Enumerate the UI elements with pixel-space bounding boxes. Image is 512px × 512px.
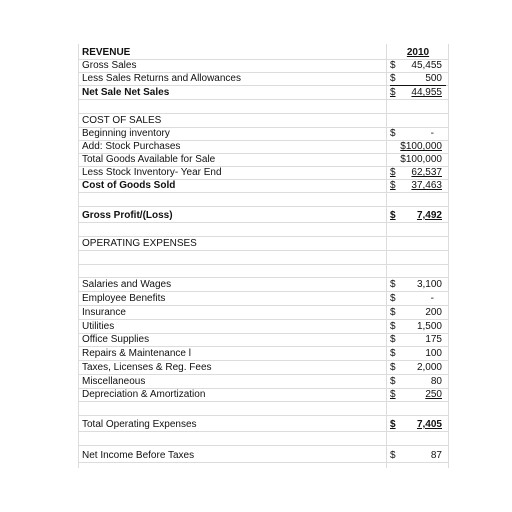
expense-label: Repairs & Maintenance l [82, 348, 191, 359]
currency-symbol: $ [390, 450, 396, 461]
gross-profit-value: 7,492 [416, 210, 442, 221]
expense-value: 80 [430, 376, 442, 387]
expense-value: 100 [425, 348, 442, 359]
total-operating-expenses-row [78, 418, 448, 432]
returns-row [78, 72, 448, 86]
expense-label: Insurance [82, 307, 126, 318]
currency-symbol: $ [390, 279, 396, 290]
currency-symbol: $ [390, 180, 396, 191]
currency-symbol: $ [390, 419, 396, 430]
cogs-row [78, 179, 448, 193]
operating-expenses-header: OPERATING EXPENSES [82, 238, 197, 249]
currency-symbol: $ [390, 348, 396, 359]
currency-symbol: $ [390, 73, 396, 84]
total-operating-expenses-value: 7,405 [416, 419, 442, 430]
total-goods-value: $100,000 [400, 154, 442, 165]
stock-purchases-row [78, 140, 448, 154]
expense-value: 200 [425, 307, 442, 318]
expense-label: Office Supplies [82, 334, 150, 345]
expense-value: - [430, 293, 434, 304]
less-inventory-row [78, 166, 448, 180]
expense-row-depreciation [78, 388, 448, 402]
expense-label: Utilities [82, 321, 115, 332]
gross-sales-row [78, 59, 448, 73]
currency-symbol: $ [390, 128, 396, 139]
blank-row [78, 193, 448, 207]
total-operating-expenses-label: Total Operating Expenses [82, 419, 197, 430]
stock-purchases-value: $100,000 [400, 141, 442, 152]
currency-symbol: $ [390, 362, 396, 373]
expense-row-repairs [78, 347, 448, 361]
blank-row [78, 402, 448, 416]
gross-profit-label: Gross Profit/(Loss) [82, 210, 173, 221]
currency-symbol: $ [390, 87, 396, 98]
expense-label: Taxes, Licenses & Reg. Fees [82, 362, 212, 373]
expense-row-utilities [78, 320, 448, 334]
net-income-value: 87 [430, 450, 442, 461]
net-sales-label: Net Sale Net Sales [82, 87, 170, 98]
blank-row [78, 264, 448, 278]
currency-symbol: $ [390, 389, 396, 400]
less-inventory-value: 62,537 [411, 167, 442, 178]
beginning-inventory-row [78, 127, 448, 141]
returns-value: 500 [425, 73, 442, 84]
blank-row [78, 432, 448, 446]
beginning-inventory-value: - [430, 128, 434, 139]
cogs-label: Cost of Goods Sold [82, 180, 176, 191]
blank-row [78, 100, 448, 114]
total-goods-label: Total Goods Available for Sale [82, 154, 216, 165]
expense-row-taxes [78, 361, 448, 375]
expense-row-insurance [78, 306, 448, 320]
expense-value: 1,500 [416, 321, 442, 332]
currency-symbol: $ [390, 376, 396, 387]
cost-of-sales-header: COST OF SALES [82, 115, 162, 126]
revenue-header: REVENUE [82, 47, 131, 58]
expense-row-misc [78, 375, 448, 389]
currency-symbol: $ [390, 60, 396, 71]
currency-symbol: $ [390, 334, 396, 345]
expense-value: 250 [425, 389, 442, 400]
expense-label: Salaries and Wages [82, 279, 172, 290]
blank-row [78, 251, 448, 265]
operating-expenses-header-row [78, 237, 448, 251]
less-inventory-label: Less Stock Inventory- Year End [82, 167, 222, 178]
expense-value: 3,100 [416, 279, 442, 290]
currency-symbol: $ [390, 321, 396, 332]
net-income-row [78, 449, 448, 463]
beginning-inventory-label: Beginning inventory [82, 128, 170, 139]
revenue-header-row [78, 46, 448, 60]
net-sales-value: 44,955 [411, 87, 442, 98]
currency-symbol: $ [390, 293, 396, 304]
expense-label: Employee Benefits [82, 293, 166, 304]
net-income-label: Net Income Before Taxes [82, 450, 195, 461]
currency-symbol: $ [390, 167, 396, 178]
expense-label: Depreciation & Amortization [82, 389, 206, 400]
currency-symbol: $ [390, 307, 396, 318]
blank-row [78, 223, 448, 237]
cogs-value: 37,463 [411, 180, 442, 191]
returns-label: Less Sales Returns and Allowances [82, 73, 241, 84]
cost-of-sales-header-row [78, 114, 448, 128]
expense-row-benefits [78, 292, 448, 306]
stock-purchases-label: Add: Stock Purchases [82, 141, 181, 152]
total-goods-row [78, 153, 448, 167]
expense-label: Miscellaneous [82, 376, 146, 387]
gross-profit-row [78, 209, 448, 223]
year-header: 2010 [406, 47, 430, 58]
grid-line [448, 44, 449, 468]
expense-value: 2,000 [416, 362, 442, 373]
gross-sales-label: Gross Sales [82, 60, 137, 71]
expense-row-office-supplies [78, 333, 448, 347]
gross-sales-value: 45,455 [411, 60, 442, 71]
expense-row-salaries [78, 278, 448, 292]
net-sales-row [78, 86, 448, 100]
expense-value: 175 [425, 334, 442, 345]
currency-symbol: $ [390, 210, 396, 221]
